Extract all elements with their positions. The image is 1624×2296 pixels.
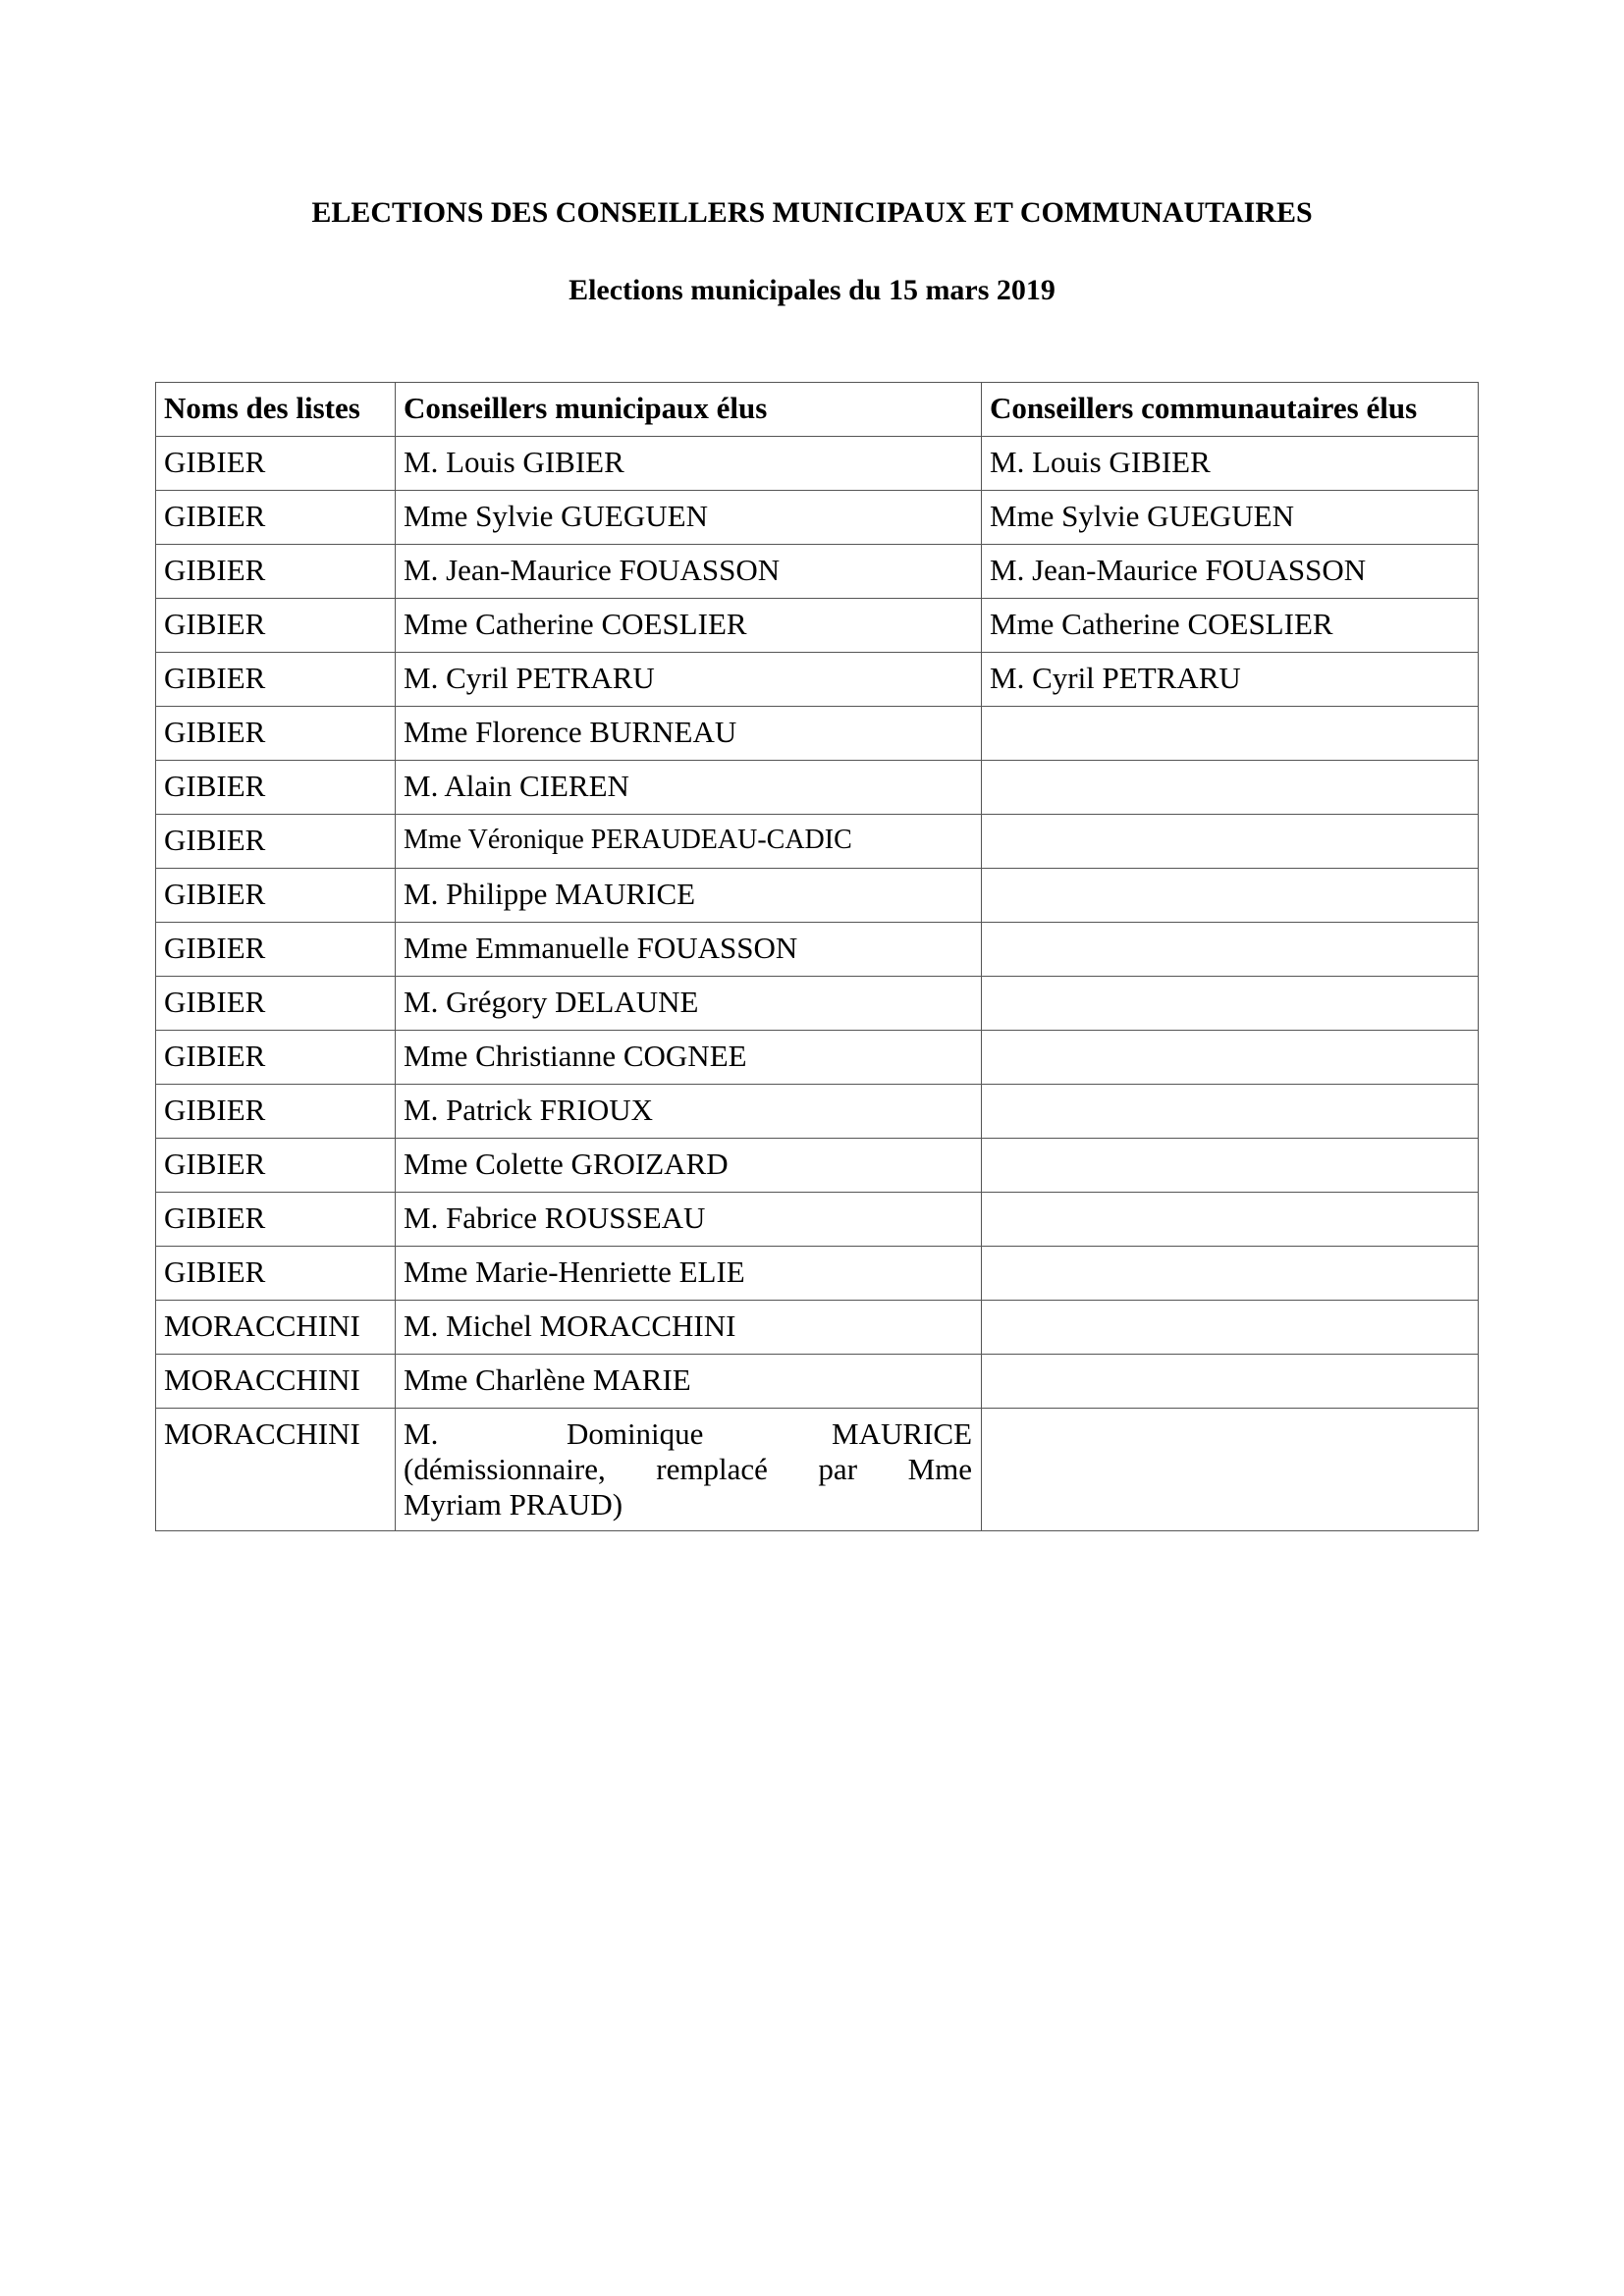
cell-community	[982, 1139, 1479, 1193]
cell-list: GIBIER	[156, 761, 396, 815]
table-row	[156, 1301, 1479, 1355]
table-row	[156, 1139, 1479, 1193]
cell-municipal: Mme Colette GROIZARD	[396, 1139, 982, 1193]
cell-municipal: Mme Sylvie GUEGUEN	[396, 491, 982, 545]
table-row	[156, 1409, 1479, 1531]
cell-list: GIBIER	[156, 491, 396, 545]
cell-municipal: M. Fabrice ROUSSEAU	[396, 1193, 982, 1247]
cell-municipal: M. Philippe MAURICE	[396, 869, 982, 923]
table-row	[156, 1355, 1479, 1409]
table-row	[156, 1085, 1479, 1139]
cell-municipal: Mme Florence BURNEAU	[396, 707, 982, 761]
cell-list: MORACCHINI	[156, 1301, 396, 1355]
cell-list: GIBIER	[156, 1031, 396, 1085]
cell-community: M. Cyril PETRARU	[982, 653, 1479, 707]
cell-community	[982, 1247, 1479, 1301]
cell-list: GIBIER	[156, 923, 396, 977]
table-row	[156, 599, 1479, 653]
table-row	[156, 1193, 1479, 1247]
cell-municipal: M. Louis GIBIER	[396, 437, 982, 491]
table-row	[156, 923, 1479, 977]
cell-community	[982, 1031, 1479, 1085]
table-header-row	[156, 383, 1479, 437]
table-row	[156, 545, 1479, 599]
table-row	[156, 1247, 1479, 1301]
cell-list: MORACCHINI	[156, 1409, 396, 1531]
cell-municipal: Mme Marie-Henriette ELIE	[396, 1247, 982, 1301]
cell-municipal-line: (démissionnaire, remplacé par Mme	[404, 1452, 972, 1486]
cell-municipal-line: Myriam PRAUD)	[404, 1487, 623, 1522]
cell-list: GIBIER	[156, 545, 396, 599]
table-row	[156, 653, 1479, 707]
cell-community	[982, 923, 1479, 977]
table-row	[156, 977, 1479, 1031]
cell-list: GIBIER	[156, 599, 396, 653]
cell-municipal: Mme Emmanuelle FOUASSON	[396, 923, 982, 977]
cell-list: GIBIER	[156, 869, 396, 923]
cell-municipal-line: M. Dominique MAURICE	[404, 1416, 972, 1451]
cell-municipal: M. Patrick FRIOUX	[396, 1085, 982, 1139]
cell-list: GIBIER	[156, 977, 396, 1031]
cell-list: GIBIER	[156, 1193, 396, 1247]
cell-community	[982, 761, 1479, 815]
elected-councillors-table	[155, 382, 1479, 1531]
cell-community	[982, 707, 1479, 761]
cell-community	[982, 1301, 1479, 1355]
cell-municipal: Mme Catherine COESLIER	[396, 599, 982, 653]
cell-community	[982, 869, 1479, 923]
cell-community: Mme Catherine COESLIER	[982, 599, 1479, 653]
header-municipal-councillors: Conseillers municipaux élus	[396, 383, 982, 437]
cell-community	[982, 1409, 1479, 1531]
cell-list: GIBIER	[156, 1085, 396, 1139]
cell-community: M. Louis GIBIER	[982, 437, 1479, 491]
table-row	[156, 1031, 1479, 1085]
cell-municipal: M. Cyril PETRARU	[396, 653, 982, 707]
cell-community	[982, 1085, 1479, 1139]
cell-community	[982, 1193, 1479, 1247]
cell-community	[982, 977, 1479, 1031]
header-community-councillors: Conseillers communautaires élus	[982, 383, 1479, 437]
cell-municipal: M. Jean-Maurice FOUASSON	[396, 545, 982, 599]
cell-municipal-multiline	[396, 1409, 982, 1531]
cell-community: M. Jean-Maurice FOUASSON	[982, 545, 1479, 599]
cell-municipal: M. Grégory DELAUNE	[396, 977, 982, 1031]
table-row	[156, 869, 1479, 923]
document-title: ELECTIONS DES CONSEILLERS MUNICIPAUX ET COMMUNAUTAIRES	[311, 196, 1313, 229]
cell-list: MORACCHINI	[156, 1355, 396, 1409]
table-row	[156, 815, 1479, 869]
table-row	[156, 437, 1479, 491]
cell-municipal: M. Michel MORACCHINI	[396, 1301, 982, 1355]
table-row	[156, 707, 1479, 761]
table-body	[156, 437, 1479, 1531]
header-list-names: Noms des listes	[156, 383, 396, 437]
cell-municipal: Mme Véronique PERAUDEAU-CADIC	[396, 815, 982, 869]
cell-list: GIBIER	[156, 815, 396, 869]
cell-community	[982, 815, 1479, 869]
document-subtitle: Elections municipales du 15 mars 2019	[568, 274, 1056, 306]
table-row	[156, 761, 1479, 815]
cell-list: GIBIER	[156, 437, 396, 491]
cell-community: Mme Sylvie GUEGUEN	[982, 491, 1479, 545]
table-row	[156, 491, 1479, 545]
cell-municipal: Mme Charlène MARIE	[396, 1355, 982, 1409]
cell-list: GIBIER	[156, 1247, 396, 1301]
cell-community	[982, 1355, 1479, 1409]
cell-list: GIBIER	[156, 1139, 396, 1193]
cell-list: GIBIER	[156, 653, 396, 707]
cell-municipal: M. Alain CIEREN	[396, 761, 982, 815]
cell-municipal: Mme Christianne COGNEE	[396, 1031, 982, 1085]
cell-list: GIBIER	[156, 707, 396, 761]
